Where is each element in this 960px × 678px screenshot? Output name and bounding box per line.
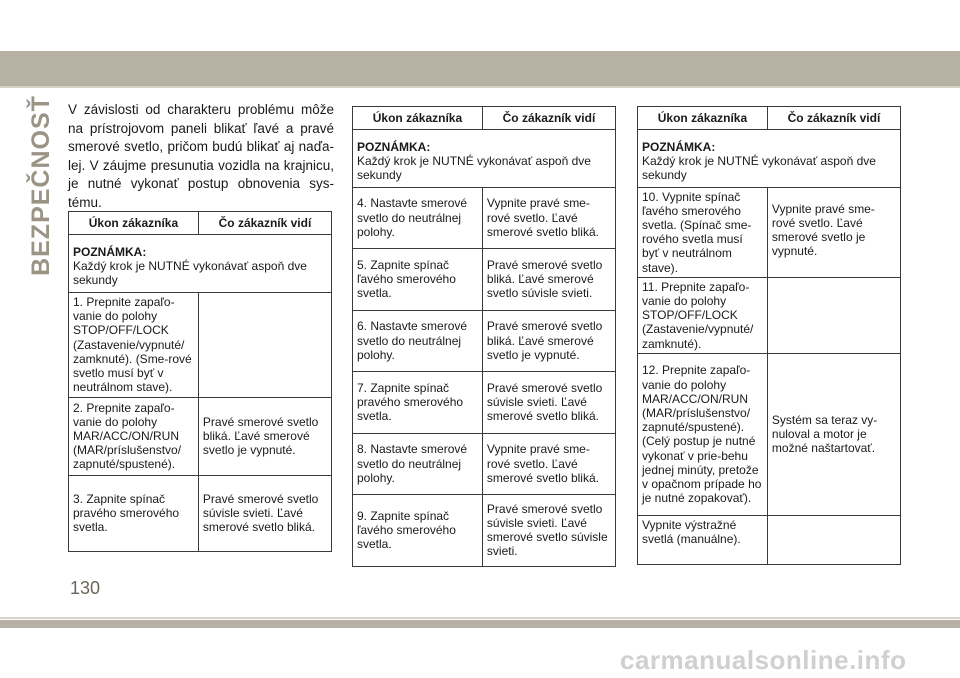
intro-paragraph: V závislosti od charakteru problému môže na prístrojovom paneli blikať ľavé a pravé smerové svetlo, pričom budú blikať aj naďa-lej. V záujme presunutia vozidla na krajnicu, je nutné vykonať postup obnovenia sys-tému.: [68, 102, 334, 210]
table-row: [638, 277, 901, 353]
result-cell: Vypnite pravé sme-rové svetlo. Ľavé smerové svetlo bliká.: [482, 187, 615, 248]
action-cell: 3. Zapnite spínač pravého smerového svetla.: [69, 475, 199, 551]
action-cell: 12. Prepnite zapaľo-vanie do polohy MAR/ACC/ON/RUN (MAR/príslušenstvo/ zapnuté/spustené). (Celý postup je nutné vykonať v prie-behu jednej minúty, pretože v opačnom prípade ho je nutné zopakovať).: [638, 353, 768, 515]
action-cell: 1. Prepnite zapaľo-vanie do polohy STOP/OFF/LOCK (Zastavenie/vypnuté/ zamknuté). (Sme-rové svetlo musí byť v neutrálnom stave).: [69, 292, 199, 397]
table-row: [69, 292, 332, 397]
action-cell: 7. Zapnite spínač pravého smerového svetla.: [353, 371, 483, 433]
action-cell: 2. Prepnite zapaľo-vanie do polohy MAR/ACC/ON/RUN (MAR/príslušenstvo/ zapnuté/spustené).: [69, 397, 199, 475]
section-title: [21, 94, 61, 276]
procedure-table-1: [68, 211, 332, 552]
header-divider: [0, 86, 960, 88]
result-cell: [767, 515, 900, 564]
table-row: [353, 310, 616, 371]
watermark: carmanualsonline.info: [620, 645, 907, 675]
procedure-table-3: [637, 106, 901, 565]
result-cell: [198, 292, 331, 397]
table-row: [353, 494, 616, 566]
table-row: [353, 187, 616, 248]
header-action: Úkon zákazníka: [353, 107, 483, 130]
action-cell: 5. Zapnite spínač ľavého smerového svetla.: [353, 248, 483, 310]
table-row: [353, 371, 616, 433]
note-text: Každý krok je NUTNÉ vykonávať aspoň dve sekundy: [73, 259, 307, 288]
action-cell: 9. Zapnite spínač ľavého smerového svetla.: [353, 494, 483, 566]
header-bar: [0, 51, 960, 86]
result-cell: Pravé smerové svetlo súvisle svieti. Ľavé smerové svetlo súvisle svieti.: [482, 494, 615, 566]
section-title-text: BEZPEČNOSŤ: [26, 94, 55, 276]
footer-bar: [0, 620, 960, 628]
result-cell: Pravé smerové svetlo bliká. Ľavé smerové svetlo je vypnuté.: [198, 397, 331, 475]
note-text: Každý krok je NUTNÉ vykonávať aspoň dve sekundy: [642, 154, 876, 183]
result-cell: Vypnite pravé sme-rové svetlo. Ľavé smerové svetlo je vypnuté.: [767, 187, 900, 277]
header-sees: Čo zákazník vidí: [767, 107, 900, 130]
result-cell: [767, 277, 900, 353]
table-row: [69, 475, 332, 551]
note-title: POZNÁMKA:: [357, 140, 431, 154]
note-title: POZNÁMKA:: [642, 140, 716, 154]
note-text: Každý krok je NUTNÉ vykonávať aspoň dve sekundy: [357, 154, 591, 183]
note-cell: [353, 130, 616, 188]
header-action: Úkon zákazníka: [69, 212, 199, 235]
action-cell: 6. Nastavte smerové svetlo do neutrálnej polohy.: [353, 310, 483, 371]
result-cell: Pravé smerové svetlo bliká. Ľavé smerové svetlo súvisle svieti.: [482, 248, 615, 310]
note-row: [69, 235, 332, 293]
action-cell: 11. Prepnite zapaľo-vanie do polohy STOP/OFF/LOCK (Zastavenie/vypnuté/ zamknuté).: [638, 277, 768, 353]
result-cell: Systém sa teraz vy-nuloval a motor je možné naštartovať.: [767, 353, 900, 515]
table-row: [353, 248, 616, 310]
result-cell: Pravé smerové svetlo súvisle svieti. Ľavé smerové svetlo bliká.: [482, 371, 615, 433]
action-cell: 10. Vypnite spínač ľavého smerového svetla. (Spínač sme-rového svetla musí byť v neutrálnom stave).: [638, 187, 768, 277]
table-header-row: [353, 107, 616, 130]
procedure-table-2: [352, 106, 616, 567]
action-cell: Vypnite výstražné svetlá (manuálne).: [638, 515, 768, 564]
table-row: [638, 515, 901, 564]
result-cell: Vypnite pravé sme-rové svetlo. Ľavé smerové svetlo bliká.: [482, 433, 615, 494]
result-cell: Pravé smerové svetlo súvisle svieti. Ľavé smerové svetlo bliká.: [198, 475, 331, 551]
table-row: [69, 397, 332, 475]
result-cell: Pravé smerové svetlo bliká. Ľavé smerové svetlo je vypnuté.: [482, 310, 615, 371]
note-title: POZNÁMKA:: [73, 245, 147, 259]
table-header-row: [638, 107, 901, 130]
table-header-row: [69, 212, 332, 235]
note-row: [353, 130, 616, 188]
table-row: [353, 433, 616, 494]
action-cell: 8. Nastavte smerové svetlo do neutrálnej polohy.: [353, 433, 483, 494]
page-number: 130: [70, 578, 101, 598]
action-cell: 4. Nastavte smerové svetlo do neutrálnej polohy.: [353, 187, 483, 248]
table-row: [638, 187, 901, 277]
note-cell: [69, 235, 332, 293]
footer-divider: [0, 617, 960, 619]
header-action: Úkon zákazníka: [638, 107, 768, 130]
header-sees: Čo zákazník vidí: [482, 107, 615, 130]
note-cell: [638, 130, 901, 188]
table-row: [638, 353, 901, 515]
note-row: [638, 130, 901, 188]
header-sees: Čo zákazník vidí: [198, 212, 331, 235]
